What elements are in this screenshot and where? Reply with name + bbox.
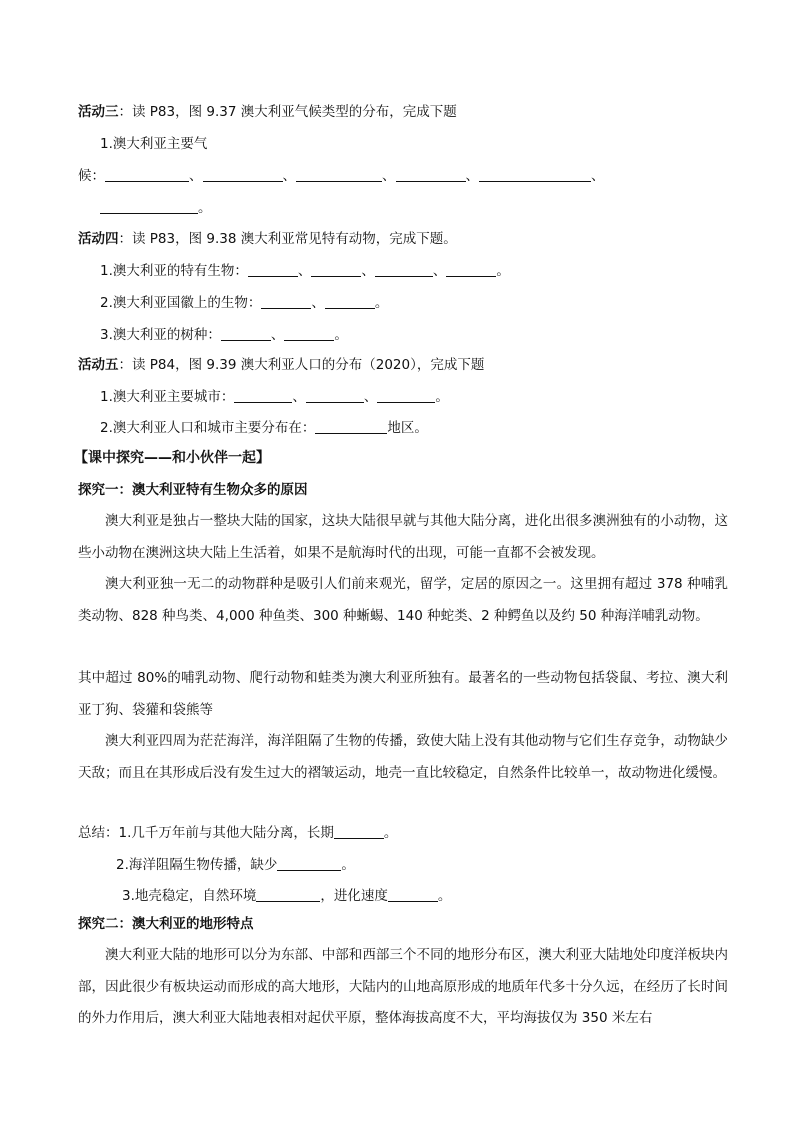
separator: 、 bbox=[297, 263, 312, 279]
summary-2-text: 2.海洋阻隔生物传播，缺少 bbox=[116, 857, 278, 873]
end-mark: 。 bbox=[496, 263, 510, 279]
separator: 、 bbox=[361, 263, 375, 279]
end-mark: 。 bbox=[374, 295, 389, 311]
blank-field[interactable] bbox=[325, 294, 375, 309]
blank-field[interactable] bbox=[446, 262, 496, 277]
blank-field[interactable] bbox=[221, 326, 271, 341]
separator: 、 bbox=[382, 168, 396, 184]
blank-field[interactable] bbox=[105, 167, 189, 182]
activity5-text: ：读 P84，图 9.39 澳大利亚人口的分布（2020），完成下题 bbox=[118, 357, 485, 373]
explore1-paragraph-2: 澳大利亚独一无二的动物群种是吸引人们前来观光，留学，定居的原因之一。这里拥有超过 378 种哺乳类动物、828 种鸟类、4,000 种鱼类、300 种蜥蜴、140 种蛇类、2 种鳄鱼以及约 50 种海洋哺乳动物。 bbox=[78, 576, 728, 624]
blank-field[interactable] bbox=[248, 262, 298, 277]
end-mark: 。 bbox=[198, 200, 212, 216]
activity3-q1-line1: 1.澳大利亚主要气 bbox=[100, 136, 208, 152]
end-mark: 。 bbox=[435, 389, 449, 405]
activity3-q1-line3 bbox=[100, 198, 212, 218]
blank-field[interactable] bbox=[284, 326, 334, 341]
explore2-title: 探究二：澳大利亚的地形特点 bbox=[78, 916, 254, 932]
activity3-heading bbox=[78, 102, 457, 122]
activity4-text: ：读 P83，图 9.38 澳大利亚常见特有动物，完成下题。 bbox=[118, 231, 457, 247]
explore1-paragraph-1: 澳大利亚是独占一整块大陆的国家，这块大陆很早就与其他大陆分离，进化出很多澳洲独有的小动物，这些小动物在澳洲这块大陆上生活着，如果不是航海时代的出现，可能一直都不会被发现。 bbox=[78, 513, 728, 561]
blank-field[interactable] bbox=[256, 887, 320, 902]
blank-field[interactable] bbox=[315, 419, 387, 434]
activity3-q1-line2 bbox=[78, 166, 605, 186]
blank-field[interactable] bbox=[234, 388, 292, 403]
activity3-text: ：读 P83，图 9.37 澳大利亚气候类型的分布，完成下题 bbox=[118, 104, 457, 120]
blank-field[interactable] bbox=[377, 388, 435, 403]
separator: 、 bbox=[591, 168, 605, 184]
blank-field[interactable] bbox=[261, 294, 311, 309]
separator: 、 bbox=[363, 389, 378, 405]
blank-field[interactable] bbox=[375, 262, 433, 277]
activity5-q1-label: 1.澳大利亚主要城市： bbox=[100, 389, 235, 405]
activity5-q2-label: 2.澳大利亚人口和城市主要分布在： bbox=[100, 420, 316, 436]
activity5-label: 活动五 bbox=[78, 357, 119, 373]
activity3-q1-prefix: 候： bbox=[78, 168, 105, 184]
blank-field[interactable] bbox=[396, 167, 466, 182]
activity5-q2 bbox=[100, 418, 428, 438]
blank-field[interactable] bbox=[100, 199, 198, 214]
activity5-q1 bbox=[100, 387, 449, 407]
separator: 、 bbox=[465, 168, 479, 184]
explore1-title: 探究一：澳大利亚特有生物众多的原因 bbox=[78, 482, 308, 498]
section-title: 【课中探究——和小伙伴一起】 bbox=[74, 450, 270, 466]
blank-field[interactable] bbox=[277, 856, 341, 871]
end-mark: 。 bbox=[341, 857, 355, 873]
separator: 、 bbox=[311, 295, 325, 311]
activity4-q3 bbox=[100, 325, 348, 345]
explore2-paragraph-1: 澳大利亚大陆的地形可以分为东部、中部和西部三个不同的地形分布区，澳大利亚大陆地处印度洋板块内部，因此很少有板块运动而形成的高大地形，大陆内的山地高原形成的地质年代多十分久远，在经历了长时间的外力作用后，澳大利亚大陆地表相对起伏平原，整体海拔高度不大，平均海拔仅为 350 米左右 bbox=[78, 947, 728, 1026]
explore1-paragraph-4: 澳大利亚四周为茫茫海洋，海洋阻隔了生物的传播，致使大陆上没有其他动物与它们生存竞争，动物缺少天敌；而且在其形成后没有发生过大的褶皱运动，地壳一直比较稳定，自然条件比较单一，故动物进化缓慢。 bbox=[78, 733, 728, 781]
activity4-q3-label: 3.澳大利亚的树种： bbox=[100, 327, 221, 343]
blank-field[interactable] bbox=[203, 167, 283, 182]
blank-field[interactable] bbox=[306, 388, 364, 403]
end-mark: 。 bbox=[334, 327, 348, 343]
activity4-q1 bbox=[100, 261, 510, 281]
activity4-heading bbox=[78, 229, 457, 249]
activity5-heading bbox=[78, 355, 484, 375]
blank-field[interactable] bbox=[479, 167, 591, 182]
activity3-label: 活动三 bbox=[78, 104, 119, 120]
summary-1-text: 总结：1.几千万年前与其他大陆分离，长期 bbox=[78, 825, 334, 841]
activity4-q1-label: 1.澳大利亚的特有生物： bbox=[100, 263, 248, 279]
summary-3-text: 3.地壳稳定，自然环境 bbox=[122, 888, 257, 904]
blank-field[interactable] bbox=[334, 824, 384, 839]
activity4-label: 活动四 bbox=[78, 231, 119, 247]
separator: 、 bbox=[189, 168, 203, 184]
blank-field[interactable] bbox=[311, 262, 361, 277]
separator: 、 bbox=[270, 327, 285, 343]
summary-3-mid: ，进化速度 bbox=[320, 888, 388, 904]
activity4-q2 bbox=[100, 293, 388, 313]
blank-field[interactable] bbox=[388, 887, 438, 902]
activity5-q2-end: 地区。 bbox=[387, 420, 428, 436]
explore1-summary-1 bbox=[78, 823, 397, 843]
separator: 、 bbox=[292, 389, 306, 405]
explore1-summary-3 bbox=[122, 886, 451, 906]
end-mark: 。 bbox=[437, 888, 452, 904]
end-mark: 。 bbox=[383, 825, 398, 841]
explore1-summary-2 bbox=[116, 855, 355, 875]
separator: 、 bbox=[432, 263, 447, 279]
explore1-paragraph-3: 其中超过 80%的哺乳动物、爬行动物和蛙类为澳大利亚所独有。最著名的一些动物包括袋鼠、考拉、澳大利亚丁狗、袋獾和袋熊等 bbox=[78, 670, 728, 718]
separator: 、 bbox=[282, 168, 296, 184]
blank-field[interactable] bbox=[296, 167, 382, 182]
activity4-q2-label: 2.澳大利亚国徽上的生物： bbox=[100, 295, 262, 311]
